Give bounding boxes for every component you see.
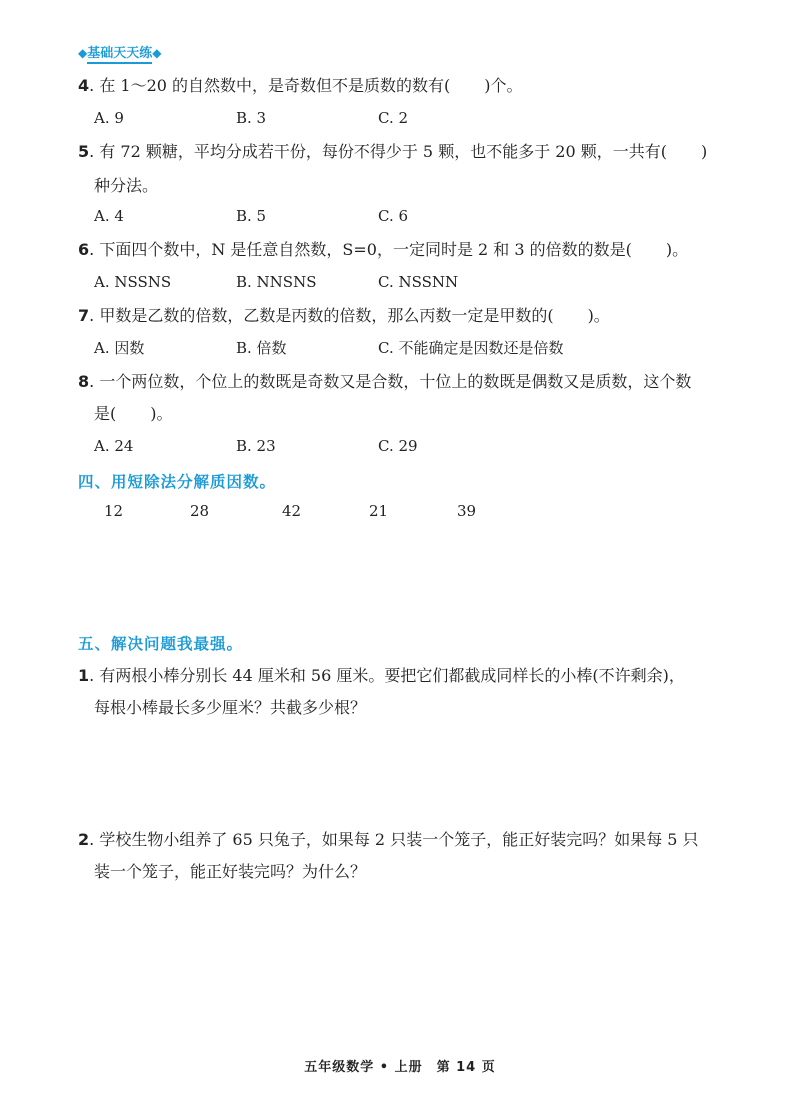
section-header-tag — [78, 42, 161, 64]
option-c[interactable]: C. 2 — [378, 109, 409, 127]
question-text: . 有 72 颗糖，平均分成若干份，每份不得少于 5 颗，也不能多于 20 颗，一共有( — [89, 142, 667, 161]
option-c[interactable]: C. 不能确定是因数还是倍数 — [378, 339, 564, 357]
question-text-end: ) — [700, 142, 708, 161]
option-a[interactable]: A. NSSNS — [94, 273, 172, 291]
question-6 — [78, 240, 688, 260]
number-item: 21 — [369, 502, 389, 520]
option-c[interactable]: C. NSSNN — [378, 273, 459, 291]
question-5 — [78, 142, 707, 162]
question-number: 4 — [78, 76, 90, 95]
option-b[interactable]: B. 5 — [236, 207, 267, 225]
question-number: 5 — [78, 142, 90, 161]
number-item: 12 — [104, 502, 124, 520]
question-text: . 有两根小棒分别长 44 厘米和 56 厘米。要把它们都截成同样长的小棒(不许剩余)， — [89, 666, 685, 685]
question-text: . 在 1～20 的自然数中，是奇数但不是质数的数有( — [89, 76, 451, 95]
option-b[interactable]: B. 倍数 — [236, 339, 287, 357]
question-text-end: )。 — [150, 404, 173, 423]
question-text-end: )。 — [665, 240, 689, 259]
problem-2-line2: 装一个笼子，能正好装完吗？为什么？ — [94, 862, 367, 881]
option-b[interactable]: B. NNSNS — [236, 273, 317, 291]
option-b[interactable]: B. 3 — [236, 109, 267, 127]
option-c[interactable]: C. 6 — [378, 207, 409, 225]
option-c[interactable]: C. 29 — [378, 437, 418, 455]
question-number: 6 — [78, 240, 90, 259]
question-number: 7 — [78, 306, 90, 325]
number-item: 42 — [282, 502, 302, 520]
option-a[interactable]: A. 因数 — [94, 339, 145, 357]
question-number: 1 — [78, 666, 90, 685]
question-8-line2 — [94, 404, 173, 424]
question-7 — [78, 306, 610, 326]
problem-1-line2: 每根小棒最长多少厘米？共截多少根？ — [94, 698, 367, 717]
number-item: 39 — [457, 502, 477, 520]
number-item: 28 — [190, 502, 210, 520]
option-a[interactable]: A. 4 — [94, 207, 124, 225]
diamond-icon: ◆ — [78, 46, 88, 60]
question-text-end: )个。 — [484, 76, 523, 95]
section-5-title: 五、解决问题我最强。 — [78, 635, 244, 653]
page-footer: 五年级数学 • 上册 第 14 页 — [304, 1060, 496, 1075]
question-number: 2 — [78, 830, 90, 849]
question-number: 8 — [78, 372, 90, 391]
question-text-end: )。 — [587, 306, 610, 325]
question-text: . 甲数是乙数的倍数，乙数是丙数的倍数，那么丙数一定是甲数的( — [89, 306, 554, 325]
question-text: . 下面四个数中，N 是任意自然数，S=0，一定同时是 2 和 3 的倍数的数是( — [89, 240, 632, 259]
question-text: . 一个两位数，个位上的数既是奇数又是合数，十位上的数既是偶数又是质数，这个数 — [89, 372, 692, 391]
option-b[interactable]: B. 23 — [236, 437, 276, 455]
question-8 — [78, 372, 691, 392]
option-a[interactable]: A. 24 — [94, 437, 134, 455]
diamond-icon: ◆ — [152, 46, 162, 60]
header-tag-label: 基础天天练 — [87, 42, 152, 64]
factor-numbers — [0, 502, 800, 524]
option-a[interactable]: A. 9 — [94, 109, 124, 127]
section-4-title: 四、用短除法分解质因数。 — [78, 473, 277, 491]
question-5-line2: 种分法。 — [94, 176, 159, 195]
problem-1 — [78, 666, 685, 686]
question-text: 是( — [94, 404, 117, 423]
problem-2 — [78, 830, 699, 850]
question-4 — [78, 76, 523, 96]
question-text: . 学校生物小组养了 65 只兔子，如果每 2 只装一个笼子，能正好装完吗？如果每 5 只 — [89, 830, 699, 849]
